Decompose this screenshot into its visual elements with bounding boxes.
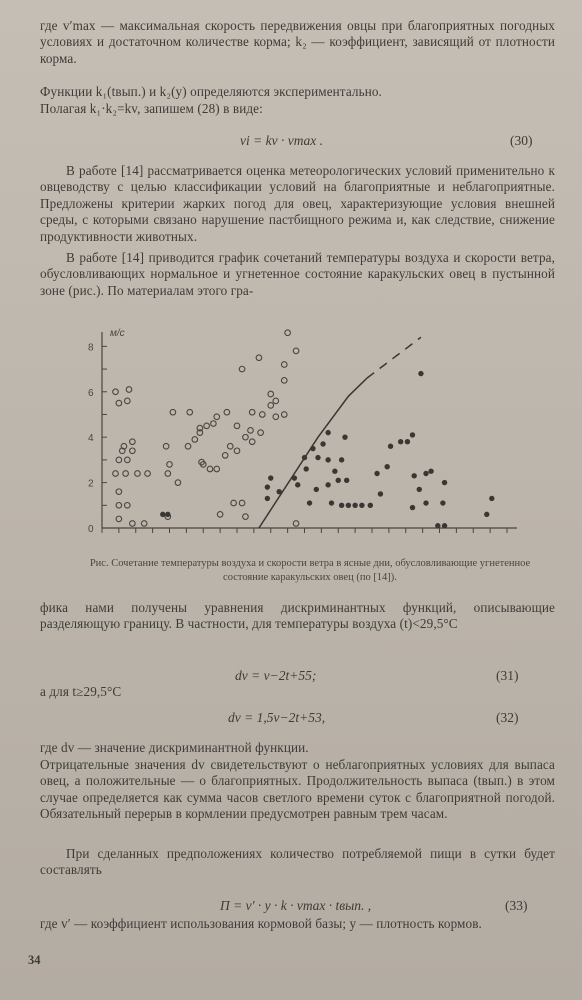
open-point bbox=[224, 409, 230, 415]
paragraph-discriminant: фика нами получены уравнения дискриминантных функций, описывающие разделяющую границу. В частности, для температуры воздуха (t)<29,5°С bbox=[40, 600, 555, 632]
open-point bbox=[204, 423, 210, 429]
filled-point bbox=[378, 491, 383, 496]
filled-point bbox=[307, 500, 312, 505]
open-point bbox=[116, 502, 122, 508]
filled-point bbox=[315, 455, 320, 460]
open-point bbox=[130, 439, 136, 445]
filled-point bbox=[339, 503, 344, 508]
filled-point bbox=[435, 523, 440, 528]
filled-point bbox=[268, 475, 273, 480]
filled-point bbox=[417, 487, 422, 492]
open-point bbox=[258, 430, 264, 436]
filled-point bbox=[428, 469, 433, 474]
filled-point bbox=[359, 503, 364, 508]
filled-point bbox=[165, 512, 170, 517]
filled-point bbox=[303, 466, 308, 471]
filled-point bbox=[325, 482, 330, 487]
open-point bbox=[248, 428, 254, 434]
open-point bbox=[243, 434, 249, 440]
open-point bbox=[256, 355, 262, 361]
open-point bbox=[130, 448, 136, 454]
open-point bbox=[268, 403, 274, 409]
filled-point bbox=[352, 503, 357, 508]
open-point bbox=[249, 409, 255, 415]
open-point bbox=[187, 409, 193, 415]
open-point bbox=[234, 448, 240, 454]
open-point bbox=[243, 514, 249, 520]
paragraph-work-1: В работе [14] рассматривается оценка метеорологических условий применительно к овцеводству с целью классификации условий на благоприятные и неблагоприятные. Предложены критерии жарких погод для овец, характеризующие условия внешней среды, с которыми связано нарушение пастбищного режима и, как следствие, снижение продуктивности животных. bbox=[40, 163, 555, 244]
paragraph-negative-values: Отрицательные значения dv свидетельствуют о неблагоприятных условиях для выпаса овец, а положительные — о благоприятных. Продолжительность выпаса (tвып.) в этом случае определяется как сумма часов светлого времени суток с благоприятной погодой. Обязательный перерыв в кормлении предусмотрен равным трем часам. bbox=[40, 757, 555, 822]
paragraph-coefficient: где v′ — коэффициент использования кормовой базы; y — плотность кормов. bbox=[40, 916, 482, 931]
filled-point bbox=[344, 478, 349, 483]
filled-point bbox=[325, 457, 330, 462]
equation-31-number: (31) bbox=[496, 668, 519, 683]
open-point bbox=[145, 471, 151, 477]
chart-points bbox=[113, 330, 495, 529]
filled-point bbox=[440, 500, 445, 505]
filled-point bbox=[336, 478, 341, 483]
open-point bbox=[113, 471, 119, 477]
open-point bbox=[135, 471, 141, 477]
open-point bbox=[175, 480, 181, 486]
open-point bbox=[125, 502, 131, 508]
paragraph-velocity-definition: где v′max — максимальная скорость передвижения овцы при благоприятных погодных условиях и достаточном количестве корма; k₂ — коэффициент, зависящий от плотности корма. bbox=[40, 18, 555, 66]
open-point bbox=[281, 362, 287, 368]
filled-point bbox=[405, 439, 410, 444]
filled-point bbox=[418, 371, 423, 376]
open-point bbox=[222, 453, 228, 459]
open-point bbox=[268, 391, 274, 397]
open-point bbox=[249, 439, 255, 445]
scatter-figure bbox=[80, 320, 520, 555]
open-point bbox=[163, 443, 169, 449]
open-point bbox=[231, 500, 237, 506]
open-point bbox=[141, 521, 147, 527]
chart-axes bbox=[88, 328, 517, 535]
open-point bbox=[116, 457, 122, 463]
open-point bbox=[116, 516, 122, 522]
open-point bbox=[167, 462, 173, 468]
y-tick-label: 8 bbox=[88, 342, 94, 354]
open-point bbox=[227, 443, 233, 449]
filled-point bbox=[411, 473, 416, 478]
filled-point bbox=[160, 512, 165, 517]
open-point bbox=[116, 400, 122, 406]
paragraph-food: При сделанных предположениях количество потребляемой пищи в сутки будет составлять bbox=[40, 846, 555, 878]
open-point bbox=[285, 330, 291, 336]
open-point bbox=[211, 421, 217, 427]
filled-point bbox=[342, 434, 347, 439]
open-point bbox=[125, 457, 131, 463]
open-point bbox=[239, 500, 245, 506]
open-point bbox=[281, 378, 287, 384]
paragraph-and: а для t≥29,5°С bbox=[40, 684, 122, 699]
filled-point bbox=[410, 432, 415, 437]
filled-point bbox=[374, 471, 379, 476]
equation-32: dv = 1,5v−2t+53, bbox=[228, 710, 326, 725]
open-point bbox=[130, 521, 136, 527]
filled-point bbox=[314, 487, 319, 492]
filled-point bbox=[410, 505, 415, 510]
filled-point bbox=[329, 500, 334, 505]
equation-31: dv = v−2t+55; bbox=[235, 668, 317, 683]
open-point bbox=[116, 489, 122, 495]
filled-point bbox=[484, 512, 489, 517]
filled-point bbox=[423, 471, 428, 476]
filled-point bbox=[265, 484, 270, 489]
open-point bbox=[185, 443, 191, 449]
paragraph-functions: Функции k₁(tвып.) и k₂(y) определяются экспериментально. bbox=[40, 84, 382, 99]
filled-point bbox=[489, 496, 494, 501]
open-point bbox=[234, 423, 240, 429]
filled-point bbox=[320, 441, 325, 446]
open-point bbox=[239, 366, 245, 372]
equation-32-number: (32) bbox=[496, 710, 519, 725]
equation-30: vi = kv · vmax . bbox=[240, 133, 323, 148]
y-axis-unit: м/с bbox=[110, 328, 125, 339]
y-tick-label: 4 bbox=[88, 433, 94, 445]
paragraph-work-2: В работе [14] приводится график сочетаний температуры воздуха и скорости ветра, обусловливающих нормальное и угнетенное состояние каракульских овец в пустынной зоне (рис.). По материалам этого гра- bbox=[40, 250, 555, 298]
page-number: 34 bbox=[28, 953, 41, 967]
paragraph-where-dv: где dv — значение дискриминантной функции. bbox=[40, 740, 309, 755]
open-point bbox=[273, 414, 279, 420]
open-point bbox=[123, 471, 129, 477]
figure-caption: Рис. Сочетание температуры воздуха и скорости ветра в ясные дни, обусловливающие угнетенное состояние каракульских овец (по [14]). bbox=[89, 558, 531, 583]
filled-point bbox=[325, 430, 330, 435]
filled-point bbox=[442, 523, 447, 528]
open-point bbox=[170, 409, 176, 415]
paragraph-assume: Полагая k₁·k₂=kv, запишем (28) в виде: bbox=[40, 101, 263, 116]
open-point bbox=[260, 412, 266, 418]
filled-point bbox=[368, 503, 373, 508]
open-point bbox=[126, 387, 132, 393]
equation-30-number: (30) bbox=[510, 133, 533, 148]
y-tick-label: 2 bbox=[88, 478, 94, 490]
open-point bbox=[214, 414, 220, 420]
filled-point bbox=[388, 444, 393, 449]
open-point bbox=[192, 437, 198, 443]
open-point bbox=[207, 466, 213, 472]
open-point bbox=[125, 398, 131, 404]
boundary-dashed-line bbox=[367, 337, 421, 378]
open-point bbox=[273, 398, 279, 404]
filled-point bbox=[384, 464, 389, 469]
y-tick-label: 0 bbox=[88, 524, 94, 535]
y-tick-label: 6 bbox=[88, 387, 94, 399]
equation-33: П = v′ · y · k · vmax · tвып. , bbox=[220, 898, 372, 913]
filled-point bbox=[442, 480, 447, 485]
filled-point bbox=[339, 457, 344, 462]
filled-point bbox=[265, 496, 270, 501]
open-point bbox=[293, 348, 299, 354]
filled-point bbox=[423, 500, 428, 505]
filled-point bbox=[398, 439, 403, 444]
filled-point bbox=[332, 469, 337, 474]
equation-33-number: (33) bbox=[505, 898, 528, 913]
chart-boundary bbox=[259, 337, 421, 528]
open-point bbox=[293, 521, 299, 527]
open-point bbox=[214, 466, 220, 472]
open-point bbox=[281, 412, 287, 418]
filled-point bbox=[346, 503, 351, 508]
open-point bbox=[217, 512, 223, 518]
filled-point bbox=[295, 482, 300, 487]
open-point bbox=[113, 389, 119, 395]
open-point bbox=[165, 471, 171, 477]
